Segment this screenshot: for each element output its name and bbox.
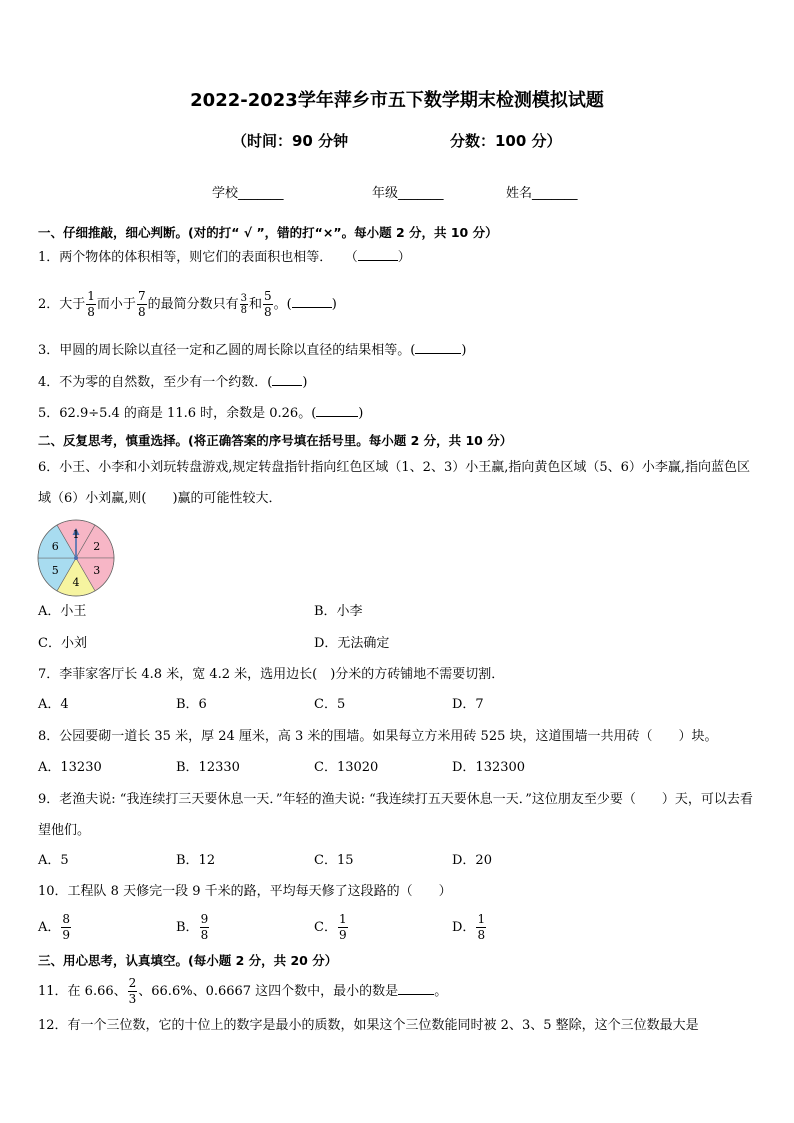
question-7: 7．李菲家客厅长 4.8 米，宽 4.2 米，选用边长( )分米的方砖铺地不需要切割．	[38, 667, 505, 682]
q6-option-b[interactable]: B．小李	[314, 604, 363, 619]
q7-option-c[interactable]: C．5	[314, 697, 346, 712]
q10-option-d[interactable]: D． $\frac{1}{8}$	[452, 912, 486, 942]
q9-option-d[interactable]: D．20	[452, 853, 492, 868]
question-5: 5．62.9÷5.4 的商是 11.6 时，余数是 0.26。( )	[38, 406, 364, 421]
spinner-label: 6	[51, 540, 59, 553]
section-1-heading: 一、仔细推敲，细心判断。(对的打“ √ ”，错的打“×”。每小题 2 分，共 10 分）	[38, 225, 498, 240]
q8-option-a[interactable]: A．13230	[38, 760, 102, 775]
exam-meta	[232, 130, 652, 151]
answer-blank[interactable]	[272, 373, 302, 386]
spinner-label: 2	[93, 540, 101, 553]
question-8: 8．公园要砌一道长 35 米，厚 24 厘米，高 3 米的围墙。如果每立方米用砖 525 块，这道围墙一共用砖（ ）块。	[38, 729, 718, 744]
section-3-heading: 三、用心思考，认真填空。(每小题 2 分，共 20 分）	[38, 953, 338, 968]
q8-option-d[interactable]: D．132300	[452, 760, 526, 775]
question-11: 11．在 6.66、 $\frac{2}{3}$ 、66.6%、0.6667 这四个数中，最小的数是 。	[38, 976, 448, 1006]
q9-option-c[interactable]: C．15	[314, 853, 354, 868]
question-6: 6．小王、小李和小刘玩转盘游戏,规定转盘指针指向红色区域（1、2、3）小王赢,指向黄色区域（5、6）小李赢,指向蓝色区域（6）小刘赢,则( )赢的可能性较大．	[38, 460, 751, 506]
question-2: 2．大于 $\frac{1}{8}$ 而小于 $\frac{7}{8}$ 的最简分数只有 $\frac{3}{8}$ 和 $\frac{5}{8}$ 。( )	[38, 289, 337, 319]
fraction: $\frac{3}{8}$	[240, 293, 247, 316]
spinner-label: 4	[72, 576, 80, 589]
fraction: $\frac{8}{9}$	[62, 912, 71, 942]
q10-option-b[interactable]: B． $\frac{9}{8}$	[176, 912, 209, 942]
answer-blank[interactable]	[358, 248, 398, 261]
fraction: $\frac{1}{8}$	[477, 912, 486, 942]
fraction: $\frac{1}{9}$	[338, 912, 347, 942]
spinner-label: 1	[72, 528, 80, 541]
fraction: $\frac{7}{8}$	[137, 289, 146, 319]
answer-blank[interactable]	[316, 404, 358, 417]
answer-blank[interactable]	[415, 341, 461, 354]
q9-option-b[interactable]: B．12	[176, 853, 216, 868]
answer-blank[interactable]	[398, 982, 434, 995]
question-3: 3．甲圆的周长除以直径一定和乙圆的周长除以直径的结果相等。( )	[38, 343, 467, 358]
q6-option-c[interactable]: C．小刘	[38, 636, 87, 651]
spinner-label: 5	[51, 564, 59, 577]
fraction: $\frac{1}{8}$	[87, 289, 95, 319]
answer-blank[interactable]	[292, 295, 332, 308]
q8-option-b[interactable]: B．12330	[176, 760, 240, 775]
name-field[interactable]: 姓名_______	[506, 186, 578, 201]
school-field[interactable]: 学校_______	[212, 186, 284, 201]
question-10: 10．工程队 8 天修完一段 9 千米的路，平均每天修了这段路的（ ）	[38, 884, 452, 899]
spinner-label: 3	[93, 564, 101, 577]
fraction: $\frac{5}{8}$	[263, 289, 272, 319]
score-label: 分数：100 分）	[450, 132, 562, 150]
q7-option-b[interactable]: B．6	[176, 697, 207, 712]
time-label: （时间：90 分钟	[232, 132, 349, 150]
grade-field[interactable]: 年级_______	[372, 186, 444, 201]
q6-option-d[interactable]: D．无法确定	[314, 636, 390, 651]
question-9: 9．老渔夫说: “我连续打三天要休息一天．”年轻的渔夫说: “我连续打五天要休息一天．”这位朋友至少要（ ）天，可以去看望他们。	[38, 792, 753, 838]
page-title: 2022-2023学年萍乡市五下数学期末检测模拟试题	[190, 90, 604, 111]
q6-option-a[interactable]: A．小王	[38, 604, 87, 619]
q10-option-a[interactable]: A． $\frac{8}{9}$	[38, 912, 71, 942]
question-12: 12．有一个三位数，它的十位上的数字是最小的质数，如果这个三位数能同时被 2、3、5 整除，这个三位数最大是	[38, 1018, 699, 1033]
q7-option-d[interactable]: D．7	[452, 697, 484, 712]
fraction: $\frac{2}{3}$	[128, 976, 137, 1006]
section-2-heading: 二、反复思考，慎重选择。(将正确答案的序号填在括号里。每小题 2 分，共 10 分）	[38, 433, 513, 448]
question-1: 1．两个物体的体积相等，则它们的表面积也相等． （ ）	[38, 250, 411, 265]
q8-option-c[interactable]: C．13020	[314, 760, 379, 775]
spinner-wheel	[36, 518, 116, 598]
fraction: $\frac{9}{8}$	[200, 912, 209, 942]
q10-option-c[interactable]: C． $\frac{1}{9}$	[314, 912, 347, 942]
q7-option-a[interactable]: A．4	[38, 697, 69, 712]
q9-option-a[interactable]: A．5	[38, 853, 69, 868]
question-4: 4．不为零的自然数，至少有一个约数．( )	[38, 375, 308, 390]
